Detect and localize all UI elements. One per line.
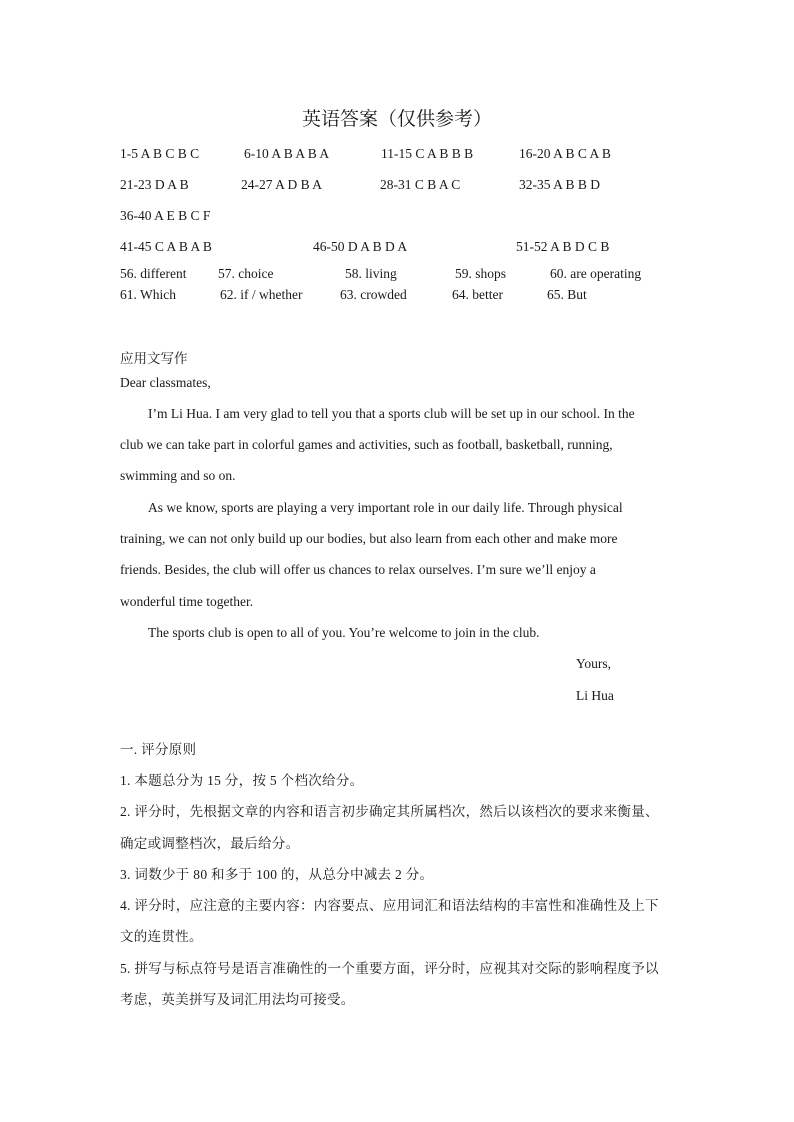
section-heading: 一. 评分原则	[120, 742, 197, 757]
letter-line: I’m Li Hua. I am very glad to tell you that a sports club will be set up in our school. In the	[148, 406, 635, 421]
answer-group: 11-15 C A B B B	[381, 146, 474, 161]
answer-group: 28-31 C B A C	[380, 177, 461, 192]
page-title: 英语答案（仅供参考）	[301, 109, 492, 130]
answer-group: 21-23 D A B	[120, 177, 189, 192]
fill-answer: 56. different	[120, 266, 187, 281]
scoring-item: 3. 词数少于 80 和多于 100 的，从总分中减去 2 分。	[120, 867, 434, 882]
fill-answer: 64. better	[452, 287, 503, 302]
fill-answer: 65. But	[547, 287, 587, 302]
letter-closing: Yours,	[576, 656, 612, 671]
letter-line: The sports club is open to all of you. You’re welcome to join in the club.	[148, 625, 540, 640]
scoring-item: 4. 评分时，应注意的主要内容：内容要点、应用词汇和语法结构的丰富性和准确性及上下	[120, 898, 659, 913]
answer-group: 16-20 A B C A B	[519, 146, 611, 161]
scoring-item: 5. 拼写与标点符号是语言准确性的一个重要方面，评分时，应视其对交际的影响程度予以	[120, 961, 659, 976]
letter-salutation: Dear classmates,	[120, 375, 211, 390]
answer-group: 6-10 A B A B A	[244, 146, 330, 161]
scoring-item: 2. 评分时，先根据文章的内容和语言初步确定其所属档次，然后以该档次的要求来衡量、	[120, 804, 659, 819]
fill-answer: 59. shops	[455, 266, 507, 281]
section-heading: 应用文写作	[120, 351, 188, 366]
answer-group: 36-40 A E B C F	[120, 208, 211, 223]
scoring-item: 确定或调整档次，最后给分。	[120, 836, 300, 851]
answer-group: 32-35 A B B D	[519, 177, 601, 192]
letter-line: training, we can not only build up our bodies, but also learn from each other and make more	[120, 531, 618, 546]
fill-answer: 62. if / whether	[220, 287, 303, 302]
fill-answer: 61. Which	[120, 287, 176, 302]
answer-group: 46-50 D A B D A	[313, 239, 408, 254]
fill-answer: 57. choice	[218, 266, 274, 281]
answer-group: 51-52 A B D C B	[516, 239, 610, 254]
answer-group: 41-45 C A B A B	[120, 239, 212, 254]
letter-signature: Li Hua	[576, 688, 614, 703]
scoring-item: 文的连贯性。	[120, 929, 203, 944]
scoring-item: 1. 本题总分为 15 分，按 5 个档次给分。	[120, 773, 364, 788]
letter-line: friends. Besides, the club will offer us chances to relax ourselves. I’m sure we’ll enjoy a	[120, 562, 596, 577]
answer-group: 24-27 A D B A	[241, 177, 323, 192]
letter-line: wonderful time together.	[120, 594, 254, 609]
scoring-item: 考虑，英美拼写及词汇用法均可接受。	[120, 992, 355, 1007]
fill-answer: 60. are operating	[550, 266, 642, 281]
answer-group: 1-5 A B C B C	[120, 146, 200, 161]
letter-line: club we can take part in colorful games and activities, such as football, basketball, running,	[120, 437, 613, 452]
letter-line: As we know, sports are playing a very important role in our daily life. Through physical	[148, 500, 623, 515]
fill-answer: 63. crowded	[340, 287, 407, 302]
letter-line: swimming and so on.	[120, 468, 236, 483]
fill-answer: 58. living	[345, 266, 397, 281]
